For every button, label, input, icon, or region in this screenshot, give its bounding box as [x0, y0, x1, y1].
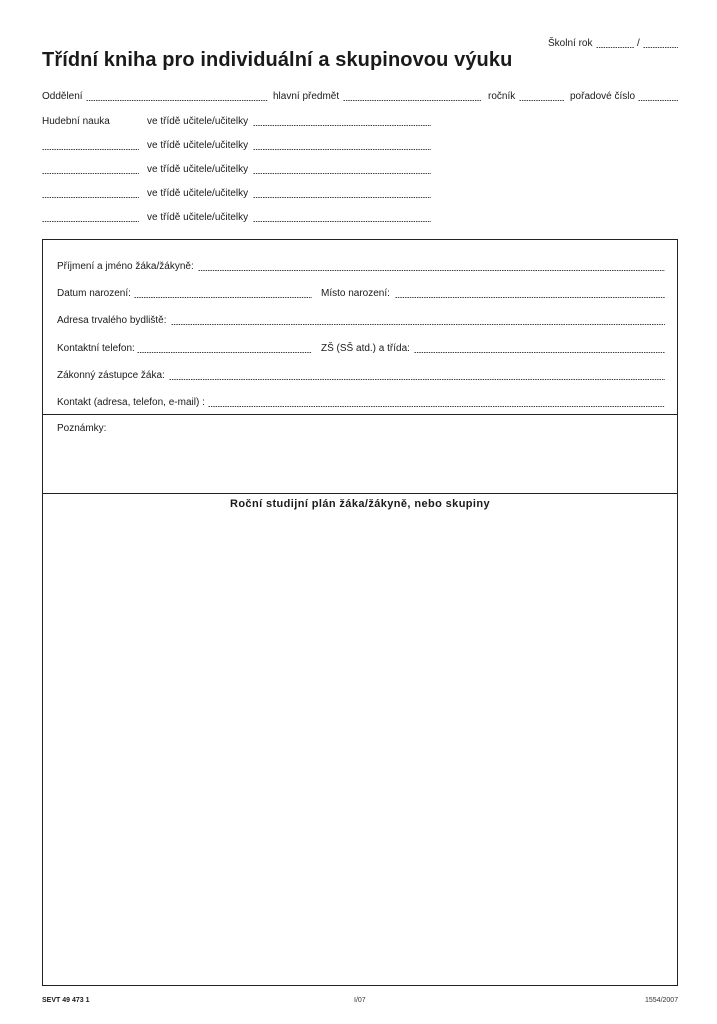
school-year-label: Školní rok — [548, 38, 593, 49]
department-field[interactable] — [86, 100, 268, 101]
year-label: ročník — [488, 91, 516, 102]
first-subject-label: Hudební nauka — [42, 116, 110, 127]
department-label: Oddělení — [42, 91, 83, 102]
study-plan-area[interactable] — [43, 515, 677, 985]
page-title: Třídní kniha pro individuální a skupinovou výuku — [42, 49, 513, 71]
subject-field[interactable] — [42, 173, 139, 174]
teacher-label: ve třídě učitele/učitelky — [147, 188, 249, 199]
teacher-label: ve třídě učitele/učitelky — [147, 140, 249, 151]
contact-field[interactable] — [208, 406, 665, 407]
teacher-field[interactable] — [253, 221, 431, 222]
subject-field[interactable] — [42, 149, 139, 150]
print-code: 1554/2007 — [645, 997, 679, 1004]
address-label: Adresa trvalého bydliště: — [57, 315, 167, 326]
birth-place-label: Místo narození: — [321, 288, 390, 299]
year-field[interactable] — [519, 100, 564, 101]
birth-date-field[interactable] — [134, 297, 312, 298]
school-year-start-field[interactable] — [596, 47, 634, 48]
notes-area[interactable] — [43, 436, 677, 492]
subject-field[interactable] — [42, 221, 139, 222]
teacher-field[interactable] — [253, 197, 431, 198]
birth-place-field[interactable] — [395, 297, 665, 298]
teacher-label: ve třídě učitele/učitelky — [147, 164, 249, 175]
address-field[interactable] — [171, 324, 665, 325]
divider — [42, 493, 678, 494]
guardian-label: Zákonný zástupce žáka: — [57, 370, 165, 381]
divider — [42, 414, 678, 415]
contact-label: Kontakt (adresa, telefon, e-mail) : — [57, 397, 205, 408]
guardian-field[interactable] — [169, 379, 665, 380]
study-plan-title: Roční studijní plán žáka/žákyně, nebo skupiny — [229, 498, 491, 510]
main-subject-label: hlavní předmět — [273, 91, 340, 102]
form-code: SEVT 49 473 1 — [42, 997, 90, 1004]
teacher-field[interactable] — [253, 173, 431, 174]
birth-date-label: Datum narození: — [57, 288, 131, 299]
teacher-field[interactable] — [253, 149, 431, 150]
subject-field[interactable] — [42, 197, 139, 198]
order-number-label: pořadové číslo — [570, 91, 636, 102]
school-year-end-field[interactable] — [643, 47, 678, 48]
teacher-field[interactable] — [253, 125, 431, 126]
notes-label: Poznámky: — [57, 423, 107, 434]
school-class-label: ZŠ (SŠ atd.) a třída: — [321, 343, 410, 354]
teacher-label: ve třídě učitele/učitelky — [147, 212, 249, 223]
main-subject-field[interactable] — [343, 100, 481, 101]
student-name-label: Příjmení a jméno žáka/žákyně: — [57, 261, 194, 272]
school-class-field[interactable] — [414, 352, 665, 353]
teacher-label: ve třídě učitele/učitelky — [147, 116, 249, 127]
student-name-field[interactable] — [198, 270, 665, 271]
order-number-field[interactable] — [638, 100, 678, 101]
phone-label: Kontaktní telefon: — [57, 343, 135, 354]
phone-field[interactable] — [137, 352, 312, 353]
school-year-separator: / — [637, 38, 640, 49]
edition-code: I/07 — [354, 997, 366, 1004]
